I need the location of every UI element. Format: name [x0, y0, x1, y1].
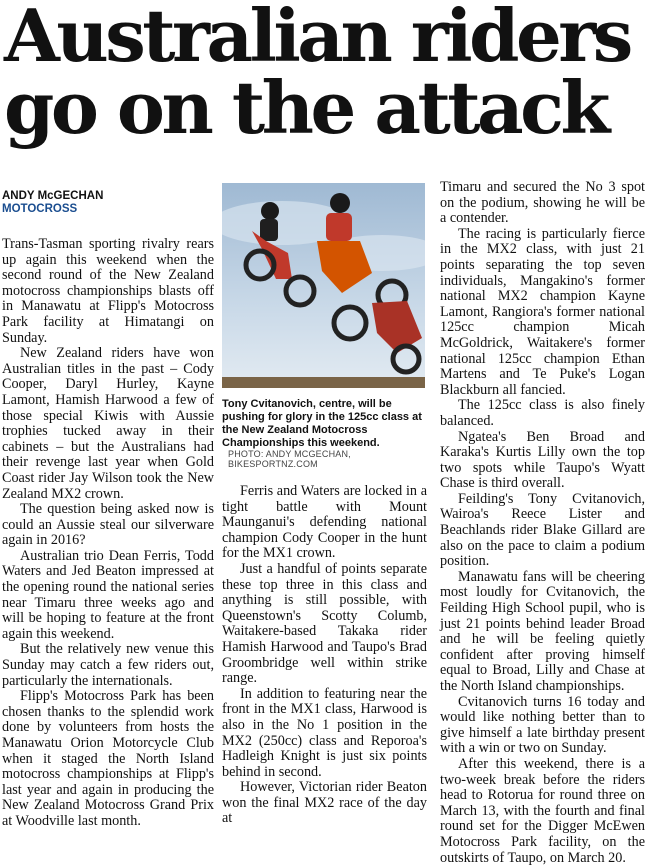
motocross-photo	[222, 183, 425, 388]
paragraph: But the relatively new venue this Sunday may catch a few riders out, particularly the internationals.	[2, 641, 214, 689]
paragraph: In addition to featuring near the front in the MX1 class, Harwood is also in the No 1 position in the MX2 (250cc) class and Reporoa's Hadleigh Knight is just six points behind in second.	[222, 685, 427, 780]
section-label: MOTOCROSS	[2, 203, 78, 215]
headline-line-2: go on the attack	[4, 65, 607, 150]
byline	[2, 190, 103, 216]
paragraph: Flipp's Motocross Park has been chosen thanks to the splendid work done by volunteers from hosts the Manawatu Orion Motorcycle Club when it staged the North Island motocross championships at Flipp's last year and again in producing the New Zealand Motocross Grand Prix at Woodville last month.	[2, 688, 214, 829]
motocross-riders-illustration	[222, 183, 425, 388]
paragraph: Timaru and secured the No 3 spot on the podium, showing he will be a contender.	[440, 179, 645, 227]
photo-credit: PHOTO: ANDY MCGECHAN, BIKESPORTNZ.COM	[228, 449, 351, 469]
paragraph: Cvitanovich turns 16 today and would like nothing better than to give himself a late birthday present with a win or two on Sunday.	[440, 693, 645, 757]
article-column-1	[2, 237, 214, 830]
headline-line-1: Australian riders	[4, 0, 630, 78]
paragraph: However, Victorian rider Beaton won the final MX2 race of the day at	[222, 779, 427, 827]
paragraph: Manawatu fans will be cheering most loudly for Cvitanovich, the Feilding High School pupil, who is just 21 points behind leader Broad and he will be feeling quietly confident after proving himself equal to Broad, Lilly and Chase at the North Island championships.	[440, 568, 645, 694]
paragraph: New Zealand riders have won Australian titles in the past – Cody Cooper, Daryl Hurley, Kayne Lamont, Hamish Harwood a few of those special Kiwis with Aussie trophies tucked away in their cabinets – but the Australians had their revenge last year when Gold Coast rider Jay Wilson took the New Zealand MX2 crown.	[2, 345, 214, 502]
paragraph: The 125cc class is also finely balanced.	[440, 397, 645, 429]
paragraph: Ferris and Waters are locked in a tight battle with Mount Maunganui's defending national champion Cody Cooper in the hunt for the MX1 crown.	[222, 483, 427, 562]
paragraph: Australian trio Dean Ferris, Todd Waters and Jed Beaton impressed at the opening round the national series near Timaru three weeks ago and will be hoping to feature at the front again this weekend.	[2, 547, 214, 642]
paragraph: After this weekend, there is a two-week break before the riders head to Rotorua for round three on March 13, with the fourth and final round set for the Digger McEwen Motocross Park facility, on the outskirts of Taupo, on March 20.	[440, 755, 645, 866]
paragraph: The racing is particularly fierce in the MX2 class, with just 21 points separating the top seven individuals, Mangakino's former national MX2 champion Kayne Lamont, Rangiora's former national 125cc champion Micah McGoldrick, Waitakere's former national 125cc champion Ethan Martens and Te Puke's Logan Blackburn all fancied.	[440, 225, 645, 398]
article-column-3	[440, 180, 645, 866]
paragraph: Just a handful of points separate these top three in this class and anything is still possible, with Queenstown's Scotty Columb, Waitakere-based Takaka rider Hamish Harwood and Taupo's Brad Groombridge well within strike range.	[222, 560, 427, 687]
paragraph: The question being asked now is could an Aussie steal our silverware again in 2016?	[2, 501, 214, 549]
paragraph: Trans-Tasman sporting rivalry rears up again this weekend when the second round of the New Zealand motocross championships blasts off in Manawatu at Flipp's Motocross Park facility at Himatangi on Sunday.	[2, 236, 214, 346]
paragraph: Feilding's Tony Cvitanovich, Wairoa's Reece Lister and Beachlands rider Blake Gillard are also on the pace to claim a podium position.	[440, 490, 645, 570]
article-column-2	[222, 484, 427, 827]
photo-caption: Tony Cvitanovich, centre, will be pushing for glory in the 125cc class at the New Zealand Motocross Championships this weekend.	[222, 398, 422, 449]
paragraph: Ngatea's Ben Broad and Karaka's Kurtis Lilly own the top two spots while Taupo's Wyatt Chase is third overall.	[440, 428, 645, 492]
author-name: ANDY McGECHAN	[2, 190, 104, 202]
headline	[4, 0, 650, 150]
